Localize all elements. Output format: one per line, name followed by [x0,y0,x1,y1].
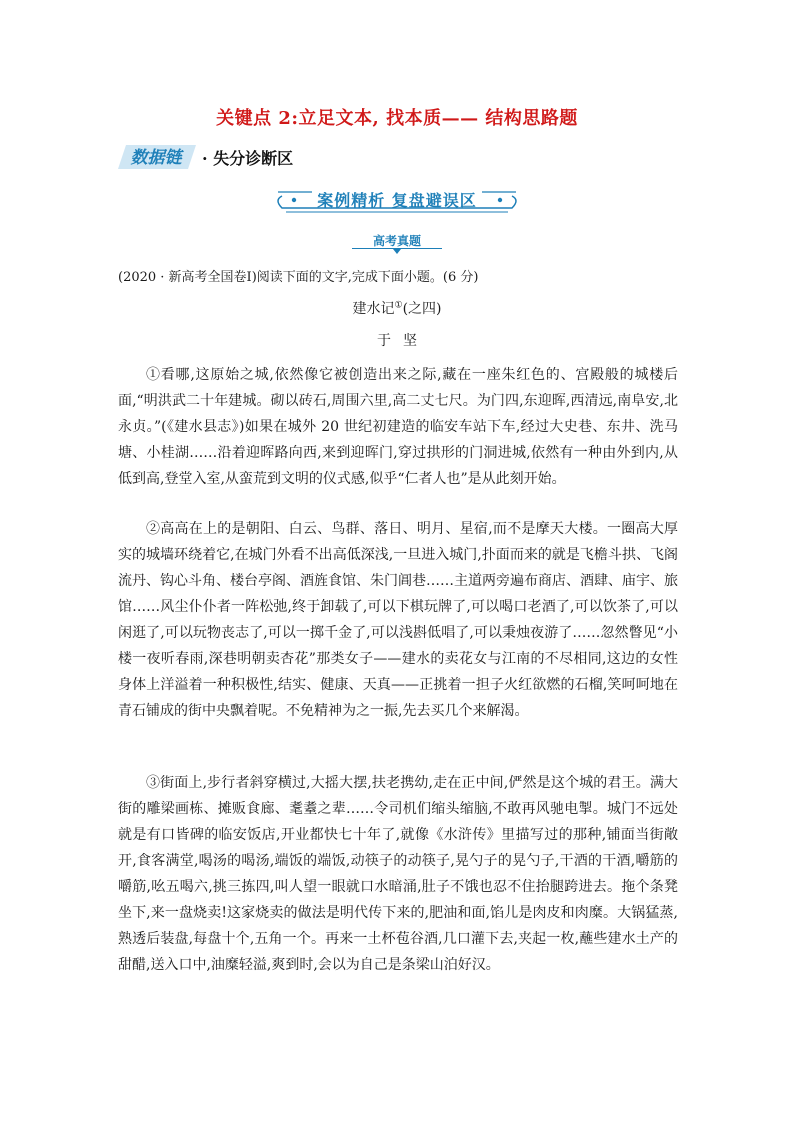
article-title [0,298,794,318]
case-banner [272,184,522,216]
footnote-mark: ① [394,300,403,311]
banner-text: 案例精析 复盘避误区 [317,191,477,210]
paragraph: ③街面上,步行者斜穿横过,大摇大摆,扶老携幼,走在正中间,俨然是这个城的君王。满大街的雕梁画栋、摊贩食廊、耄耋之辈……令司机们缩头缩脑,不敢再风驰电掣。城门不远处就是有口皆碑的临安饭店,开业都快七十年了,就像《水浒传》里描写过的那种,铺面当街敞开,食客满堂,喝汤的喝汤,端饭的端饭,动筷子的动筷子,晃勺子的晃勺子,干酒的干酒,嚼筋的嚼筋,吆五喝六,挑三拣四,叫人望一眼就口水暗涌,肚子不饿也忍不住抬腿跨进去。拖个条凳坐下,来一盘烧卖!这家烧卖的做法是明代传下来的,肥油和面,馅儿是肉皮和肉糜。大锅猛蒸,熟透后装盘,每盘十个,五角一个。再来一土杯苞谷酒,几口灌下去,夹起一枚,蘸些建水土产的甜醋,送入口中,油糜轻溢,爽到时,会以为自己是条梁山泊好汉。 [118,775,678,973]
page-title: 关键点 2:立足文本, 找本质—— 结构思路题 [216,108,578,129]
article-author: 于坚 [377,333,429,349]
section-label: · 失分诊断区 [202,149,294,168]
logo-text: 数据链 [130,148,182,168]
section-header [118,142,678,174]
paragraph: ①看哪,这原始之城,依然像它被创造出来之际,藏在一座朱红色的、宫殿般的城楼后面,“明洪武二十年建城。砌以砖石,周围六里,高二丈七尺。为门四,东迎晖,西清远,南阜安,北永贞。”(《建水县志》)如果在城外 20 世纪初建造的临安车站下车,经过大史巷、东井、洗马塘、小桂湖……沿着迎晖路向西,来到迎晖门,穿过拱形的门洞进城,依然有一种由外到内,从低到高,登堂入室,从蛮荒到文明的仪式感,似乎“仁者人也”是从此刻开始。 [118,367,678,487]
article-title-suffix: (之四) [402,301,442,317]
question-intro: (2020 · 新高考全国卷Ⅰ)阅读下面的文字,完成下面小题。(6 分) [118,270,479,285]
exam-label-pointer-icon [393,249,401,254]
paragraph: ②高高在上的是朝阳、白云、鸟群、落日、明月、星宿,而不是摩天大楼。一圈高大厚实的城墙环绕着它,在城门外看不出高低深浅,一旦进入城门,扑面而来的就是飞檐斗拱、飞阁流丹、钩心斗角、楼台亭阁、酒旌食馆、朱门阊巷……主道两旁遍布商店、酒肆、庙宇、旅馆……风尘仆仆者一阵松弛,终于卸载了,可以下棋玩牌了,可以喝口老酒了,可以饮茶了,可以闲逛了,可以玩物丧志了,可以一掷千金了,可以浅斟低唱了,可以秉烛夜游了……忽然瞥见“小楼一夜听春雨,深巷明朝卖杏花”那类女子——建水的卖花女与江南的不尽相同,这边的女性身体上洋溢着一种积极性,结实、健康、天真——正挑着一担子火红欲燃的石榴,笑呵呵地在青石铺成的街中央飘着呢。不免精神为之一振,先去买几个来解渴。 [118,521,678,719]
article-title-text: 建水记 [352,301,395,317]
data-chain-logo [118,142,198,172]
exam-label: 高考真题 [372,234,421,248]
